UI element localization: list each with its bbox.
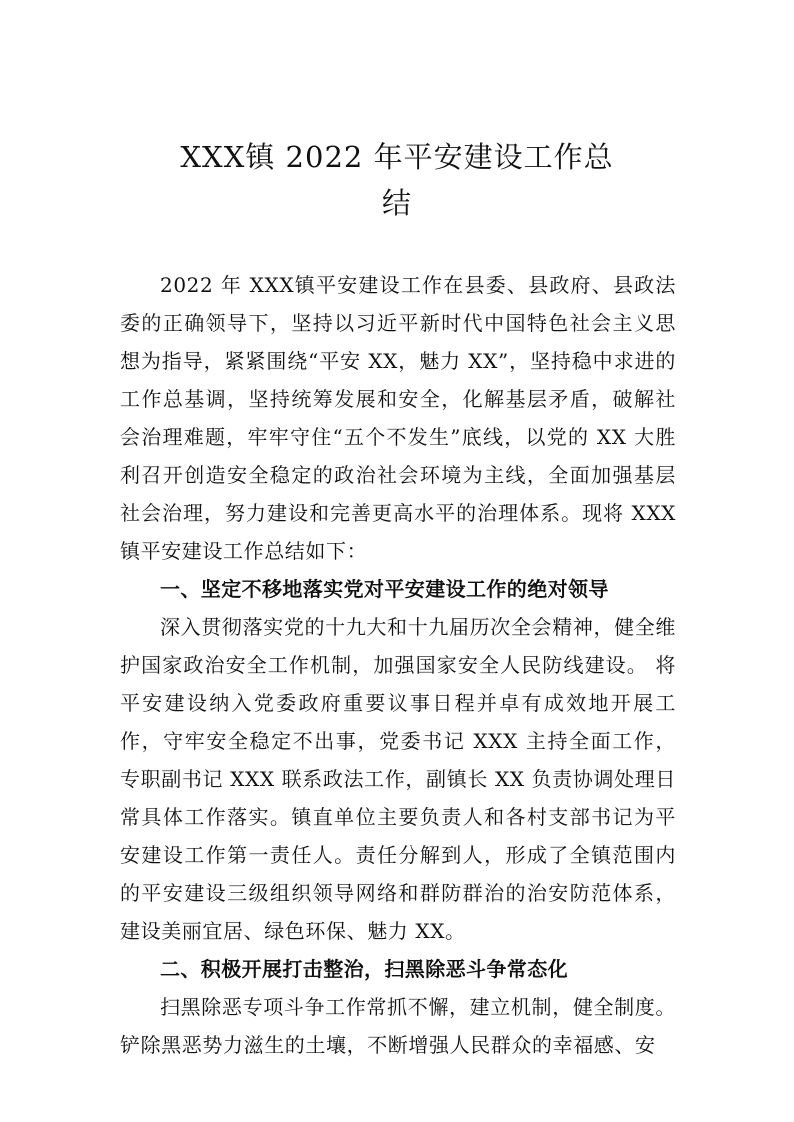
- document-title-line1: XXX镇 2022 年平安建设工作总: [180, 140, 614, 174]
- intro-paragraph: 2022 年 XXX镇平安建设工作在县委、县政府、县政法委的正确领导下，坚持以习近平新时代中国特色社会主义思想为指导，紧紧围绕“平安 XX，魅力 XX”，坚持稳中求进的工作总基调，坚持统筹发展和安全，化解基层矛盾，破解社会治理难题，牢牢守住“五个不发生”底线，以党的 XX 大胜利召开创造安全稳定的政治社会环境为主线，全面加强基层社会治理，努力建设和完善更高水平的治理体系。现将 XXX镇平安建设工作总结如下：: [120, 273, 676, 563]
- document-title-line2: 结: [381, 186, 412, 220]
- section-1-heading: 一、坚定不移地落实党对平安建设工作的绝对领导: [160, 577, 609, 601]
- section-2-paragraph: 扫黑除恶专项斗争工作常抓不懈，建立机制，健全制度。铲除黑恶势力滋生的土壤，不断增强人民群众的幸福感、安: [120, 995, 676, 1057]
- section-2-heading: 二、积极开展打击整治，扫黑除恶斗争常态化: [160, 957, 568, 981]
- section-1-paragraph: 深入贯彻落实党的十九大和十九届历次全会精神，健全维护国家政治安全工作机制，加强国家安全人民防线建设。 将平安建设纳入党委政府重要议事日程并卓有成效地开展工作，守牢安全稳定不出事，党委书记 XXX 主持全面工作， 专职副书记 XXX 联系政法工作，副镇长 XX 负责协调处理日常具体工作落实。镇直单位主要负责人和各村支部书记为平安建设工作第一责任人。责任分解到人，形成了全镇范围内的平安建设三级组织领导网络和群防群治的治安防范体系，建设美丽宜居、绿色环保、魅力 XX。: [120, 615, 676, 943]
- document-body: [120, 266, 676, 1064]
